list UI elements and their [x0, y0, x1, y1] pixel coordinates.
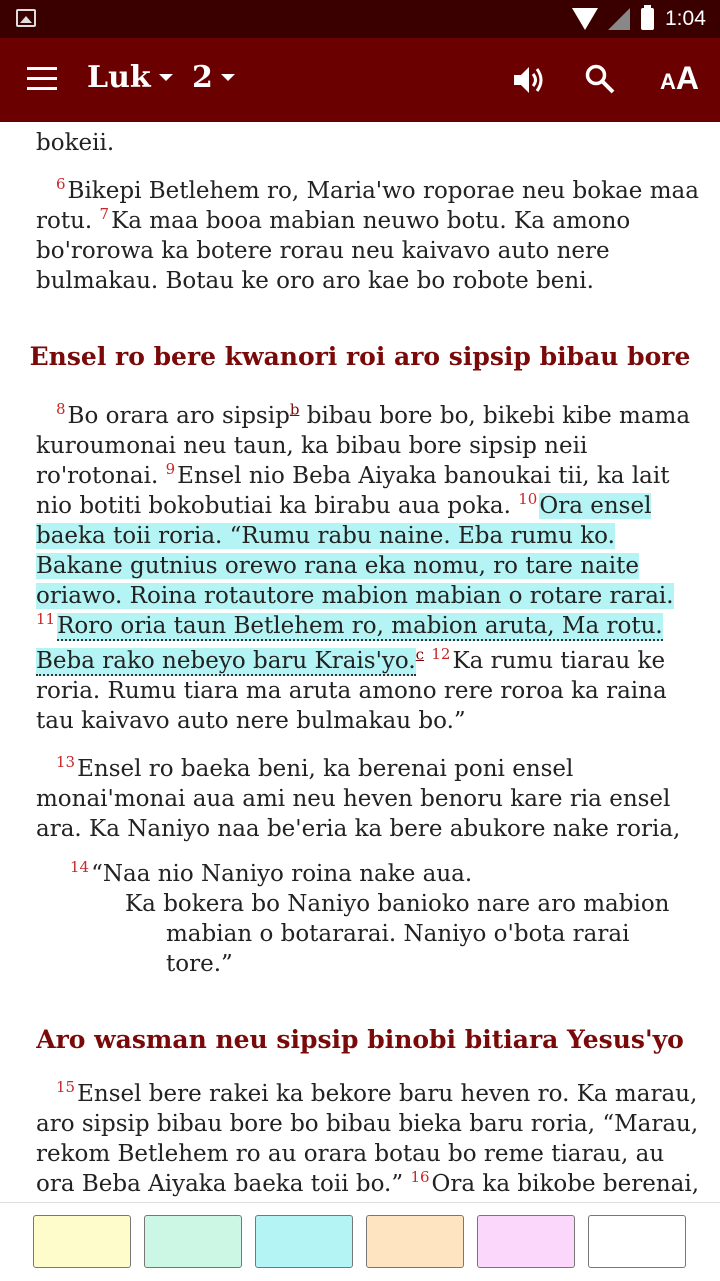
text-line: bo'rorowa ka botere rorau neu kaivavo auto nere — [36, 238, 610, 264]
highlighted-text[interactable]: Bakane gutnius orewo rana eka nomu, ro tare naite — [36, 553, 639, 579]
text-line: $^8$Bo orara aro sipsip$^b$ bibau bore bo, bikebi kibe mama — [56, 400, 691, 429]
dropdown-caret-icon — [159, 74, 173, 81]
highlight-pink-swatch[interactable] — [477, 1215, 575, 1268]
verse-number[interactable]: 8 — [56, 400, 66, 419]
text-size-icon[interactable]: AA — [660, 60, 699, 96]
text-line: $^6$Bikepi Betlehem ro, Maria'wo roporae neu bokae maa — [56, 175, 699, 204]
verse-number[interactable]: 12 — [431, 645, 451, 664]
verse-number[interactable]: 9 — [165, 460, 176, 479]
text-line: $^{13}$Ensel ro baeka beni, ka berenai poni ensel — [56, 753, 574, 782]
section-heading: Aro wasman neu sipsip binobi bitiara Yesus'yo — [36, 1025, 684, 1054]
text-line: nio botiti bokobutiai ka birabu aua poka. $^{10}$Ora ensel — [36, 490, 652, 519]
image-notification-icon — [16, 9, 36, 27]
poetry-line: $^{14}$“Naa nio Naniyo roina nake aua. — [70, 858, 473, 887]
text-line — [36, 521, 615, 551]
verse-number[interactable]: 7 — [99, 205, 110, 224]
highlight-yellow-swatch[interactable] — [33, 1215, 131, 1268]
section-heading: Ensel ro bere kwanori roi aro sipsip bibau bore — [29, 342, 691, 371]
verse-number[interactable]: 10 — [518, 490, 538, 509]
verse-number[interactable]: 16 — [410, 1168, 430, 1187]
clock: 1:04 — [665, 7, 706, 30]
text-line: tau kaivavo auto nere bulmakau bo.” — [36, 708, 466, 734]
text-line: ora Beba Aiyaka baeka toii bo.” $^{16}$Ora ka bikobe berenai, — [36, 1168, 700, 1197]
poetry-line: tore.” — [166, 951, 233, 977]
highlighted-text[interactable]: Roro oria taun Betlehem ro, mabion aruta, Ma rotu. — [57, 613, 663, 639]
text-line: ara. Ka Naniyo naa be'eria ka bere abukore nake roria, — [36, 816, 681, 842]
highlighted-text[interactable]: Beba rako nebeyo baru Krais'yo. — [36, 648, 416, 674]
wifi-icon — [572, 8, 598, 30]
highlight-clear-swatch[interactable] — [588, 1215, 686, 1268]
highlight-cyan-swatch[interactable] — [255, 1215, 353, 1268]
status-bar — [0, 0, 720, 38]
search-icon[interactable] — [585, 64, 615, 94]
dropdown-caret-icon — [221, 74, 235, 81]
text-line: roria. Rumu tiara ma aruta amono rere roroa ka raina — [36, 678, 667, 704]
highlight-orange-swatch[interactable] — [366, 1215, 464, 1268]
signal-icon — [608, 8, 630, 30]
text-line: $^{15}$Ensel bere rakei ka bekore baru heven ro. Ka marau, — [56, 1078, 698, 1107]
battery-icon — [641, 8, 654, 30]
text-line — [36, 611, 663, 641]
text-line: bulmakau. Botau ke oro aro kae bo robote beni. — [36, 268, 594, 294]
verse-number[interactable]: 6 — [56, 175, 66, 194]
highlight-palette — [0, 1202, 720, 1281]
verse-number[interactable]: 15 — [56, 1078, 76, 1097]
text-line — [36, 581, 674, 611]
app-bar — [0, 38, 720, 122]
highlighted-text[interactable]: Ora ensel — [539, 493, 652, 519]
text-line: rekom Betlehem ro au orara botau bo reme tiarau, au — [36, 1141, 665, 1167]
book-name: Luk — [87, 60, 151, 95]
text-line: aro sipsip bibau bore bo bibau bieka baru roria, “Marau, — [36, 1111, 699, 1137]
book-selector[interactable] — [87, 60, 173, 95]
text-line — [36, 551, 639, 581]
text-line: kuroumonai neu taun, ka bibau bore sipsip neii — [36, 433, 588, 459]
verse-number[interactable]: 13 — [56, 753, 76, 772]
text-line: ro'rotonai. $^9$Ensel nio Beba Aiyaka banoukai tii, ka lait — [36, 460, 670, 489]
speaker-audio-icon[interactable] — [512, 64, 546, 96]
chapter-number: 2 — [192, 60, 213, 95]
poetry-line: Ka bokera bo Naniyo banioko nare aro mabion — [125, 891, 670, 917]
text-line: monai'monai aua ami neu heven benoru kare ria ensel — [36, 786, 671, 812]
text-line: rotu. $^7$Ka maa booa mabian neuwo botu. Ka amono — [36, 205, 631, 234]
hamburger-menu-icon[interactable] — [27, 67, 57, 93]
chapter-selector[interactable] — [192, 60, 235, 95]
highlighted-text[interactable]: baeka toii roria. “Rumu rabu naine. Eba rumu ko. — [36, 523, 615, 549]
verse-number[interactable]: 14 — [70, 858, 90, 877]
verse-number[interactable]: 11 — [36, 610, 56, 629]
highlight-green-swatch[interactable] — [144, 1215, 242, 1268]
footnote-link[interactable]: c — [415, 645, 425, 664]
text-line: Beba rako nebeyo baru Krais'yo.$^c$ $^{12}$Ka rumu tiarau ke — [36, 645, 666, 674]
poetry-line: mabian o botararai. Naniyo o'bota rarai — [166, 921, 630, 947]
highlighted-text[interactable]: oriawo. Roina rotautore mabion mabian o rotare rarai. — [36, 583, 674, 609]
scripture-text — [0, 122, 720, 1202]
footnote-link[interactable]: b — [289, 400, 300, 419]
text-line: bokeii. — [36, 130, 115, 156]
